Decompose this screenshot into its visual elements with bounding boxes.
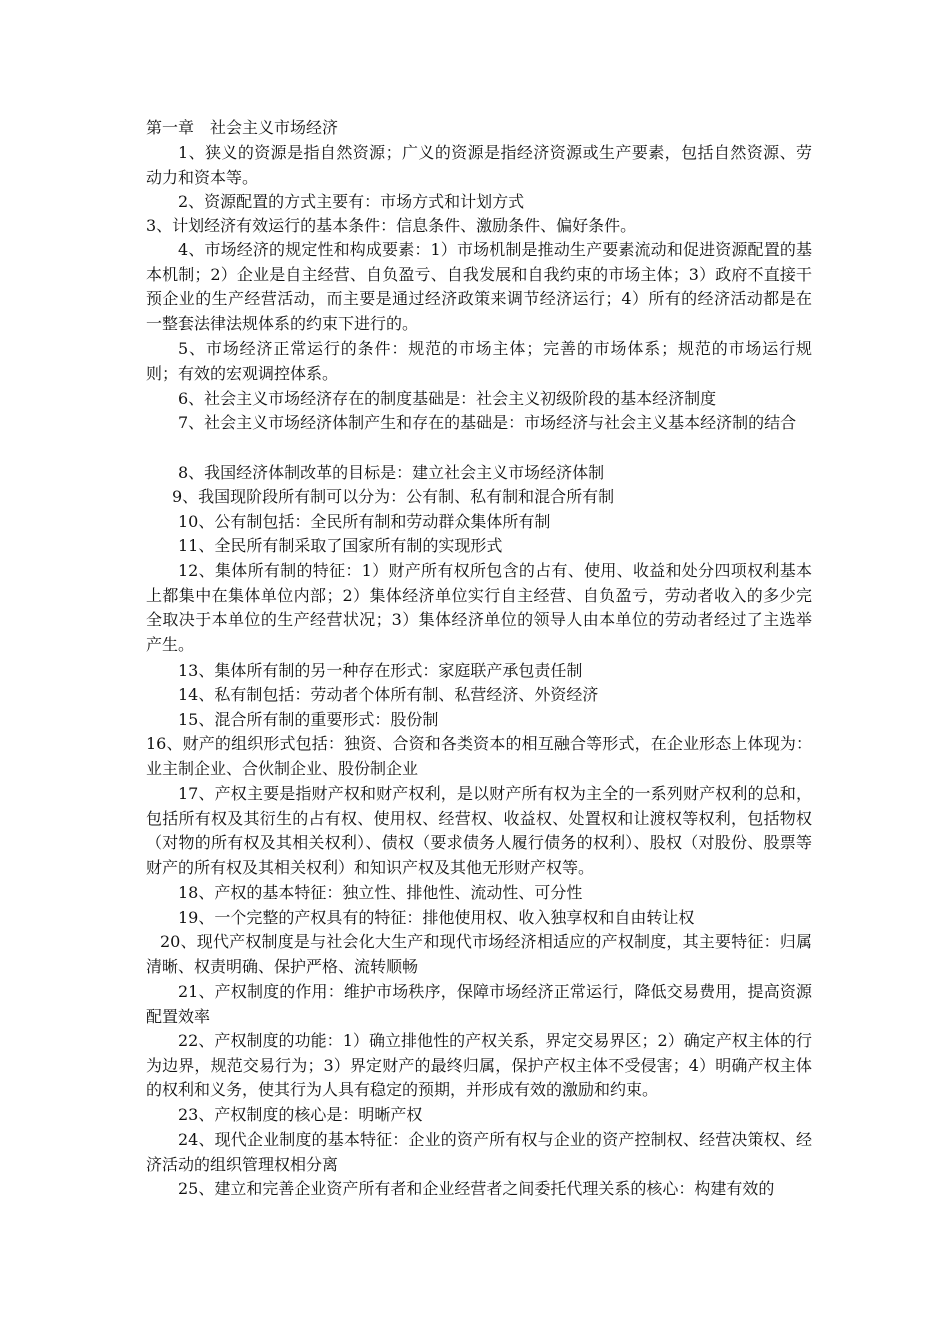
item-12: 12、集体所有制的特征：1）财产所有权所包含的占有、使用、收益和处分四项权利基本上都集中在集体单位内部；2）集体经济单位实行自主经营、自负盈亏，劳动者收入的多少完全取决于本单位的生产经营状况；3）集体经济单位的领导人由本单位的劳动者经过了主选举产生。	[146, 561, 812, 654]
item-11: 11、全民所有制采取了国家所有制的实现形式	[178, 536, 503, 555]
item-14: 14、私有制包括：劳动者个体所有制、私营经济、外资经济	[178, 685, 599, 704]
chapter-title: 第一章 社会主义市场经济	[146, 118, 339, 137]
item-22: 22、产权制度的功能：1）确立排他性的产权关系，界定交易界区；2）确定产权主体的行为边界，规范交易行为；3）界定财产的最终归属，保护产权主体不受侵害；4）明确产权主体的权利和义务，使其行为人具有稳定的预期，并形成有效的激励和约束。	[146, 1031, 812, 1100]
item-25: 25、建立和完善企业资产所有者和企业经营者之间委托代理关系的核心：构建有效的	[178, 1179, 775, 1198]
item-5: 5、市场经济正常运行的条件：规范的市场主体；完善的市场体系；规范的市场运行规则；有效的宏观调控体系。	[146, 339, 812, 383]
item-20: 20、现代产权制度是与社会化大生产和现代市场经济相适应的产权制度，其主要特征：归属清晰、权责明确、保护严格、流转顺畅	[146, 932, 812, 976]
item-24: 24、现代企业制度的基本特征：企业的资产所有权与企业的资产控制权、经营决策权、经济活动的组织管理权相分离	[146, 1130, 812, 1174]
item-4: 4、市场经济的规定性和构成要素：1）市场机制是推动生产要素流动和促进资源配置的基本机制；2）企业是自主经营、自负盈亏、自我发展和自我约束的市场主体；3）政府不直接干预企业的生产经营活动，而主要是通过经济政策来调节经济运行；4）所有的经济活动都是在一整套法律法规体系的约束下进行的。	[146, 240, 812, 333]
item-23: 23、产权制度的核心是：明晰产权	[178, 1105, 423, 1124]
item-13: 13、集体所有制的另一种存在形式：家庭联产承包责任制	[178, 661, 583, 680]
item-18: 18、产权的基本特征：独立性、排他性、流动性、可分性	[178, 883, 583, 902]
item-19: 19、一个完整的产权具有的特征：排他使用权、收入独享权和自由转让权	[178, 908, 695, 927]
item-3: 3、计划经济有效运行的基本条件：信息条件、激励条件、偏好条件。	[146, 216, 637, 235]
item-6: 6、社会主义市场经济存在的制度基础是：社会主义初级阶段的基本经济制度	[178, 389, 717, 408]
item-17: 17、产权主要是指财产权和财产权利，是以财产所有权为主全的一系列财产权利的总和，包括所有权及其衍生的占有权、使用权、经营权、收益权、处置权和让渡权等权利，包括物权（对物的所有权及其相关权利）、债权（要求债务人履行债务的权利）、股权（对股份、股票等财产的所有权及其相关权利）和知识产权及其他无形财产权等。	[146, 784, 812, 877]
item-1: 1、狭义的资源是指自然资源；广义的资源是指经济资源或生产要素，包括自然资源、劳动力和资本等。	[146, 143, 812, 187]
item-2: 2、资源配置的方式主要有：市场方式和计划方式	[178, 192, 525, 211]
item-8: 8、我国经济体制改革的目标是：建立社会主义市场经济体制	[178, 463, 605, 482]
item-16: 16、财产的组织形式包括：独资、合资和各类资本的相互融合等形式，在企业形态上体现为：业主制企业、合伙制企业、股份制企业	[146, 734, 812, 778]
item-21: 21、产权制度的作用：维护市场秩序，保障市场经济正常运行，降低交易费用，提高资源配置效率	[146, 982, 812, 1026]
item-9: 9、我国现阶段所有制可以分为：公有制、私有制和混合所有制	[172, 487, 615, 506]
item-15: 15、混合所有制的重要形式：股份制	[178, 710, 439, 729]
item-7: 7、社会主义市场经济体制产生和存在的基础是：市场经济与社会主义基本经济制的结合	[178, 413, 797, 432]
item-10: 10、公有制包括：全民所有制和劳动群众集体所有制	[178, 512, 551, 531]
